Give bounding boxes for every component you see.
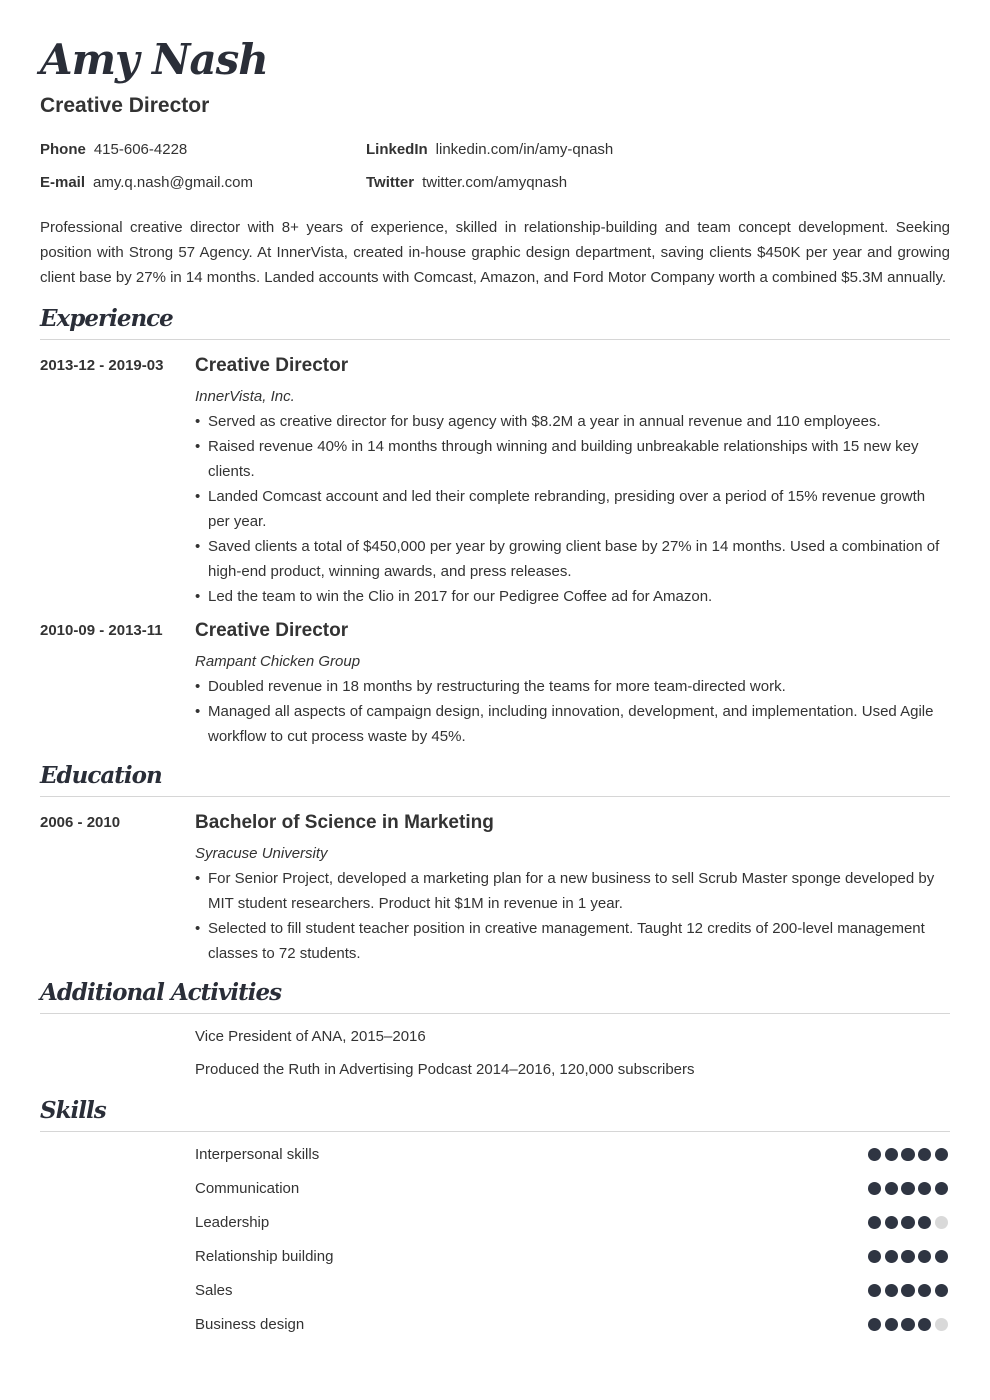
rating-dot-filled: [901, 1216, 914, 1229]
company-name: InnerVista, Inc.: [195, 388, 295, 405]
rating-dot-filled: [885, 1182, 898, 1195]
rating-dot-filled: [918, 1182, 931, 1195]
rating-dot-filled: [885, 1284, 898, 1297]
rating-dot-filled: [901, 1148, 914, 1161]
list-item: • Raised revenue 40% in 14 months through winning and building unbreakable relationships with 15 new key clients.: [195, 438, 919, 480]
rating-dot-filled: [868, 1250, 881, 1263]
activity-item: Vice President of ANA, 2015–2016: [195, 1028, 426, 1045]
education-entry: [195, 811, 950, 966]
job-bullets: [195, 674, 950, 749]
job-entry: [195, 619, 950, 749]
education-bullets: [195, 866, 950, 966]
section-title-experience: Experience: [40, 305, 173, 332]
contact-twitter: [366, 174, 567, 191]
activity-item: Produced the Ruth in Advertising Podcast 2014–2016, 120,000 subscribers: [195, 1061, 695, 1078]
candidate-name: Amy Nash: [40, 35, 268, 84]
skill-rating: [868, 1216, 950, 1230]
job-title: Creative Director: [195, 620, 349, 641]
section-divider: [40, 1013, 950, 1014]
rating-dot-filled: [868, 1318, 881, 1331]
section-divider: [40, 1131, 950, 1132]
school-name: Syracuse University: [195, 845, 328, 862]
list-item: • Managed all aspects of campaign design, including innovation, development, and implementation. Used Agile workflow to cut process waste by 45%.: [195, 703, 934, 745]
skill-name: Sales: [195, 1282, 233, 1299]
rating-dot-filled: [885, 1318, 898, 1331]
skill-name: Business design: [195, 1316, 305, 1333]
contact-label: Phone: [40, 141, 86, 158]
skill-name: Communication: [195, 1180, 300, 1197]
job-bullets: [195, 409, 950, 609]
job-dates: 2010-09 - 2013-11: [40, 622, 163, 639]
skill-rating: [868, 1182, 950, 1196]
rating-dot-filled: [868, 1216, 881, 1229]
contact-label: Twitter: [366, 174, 415, 191]
contact-label: LinkedIn: [366, 141, 428, 158]
section-divider: [40, 796, 950, 797]
contact-value: amy.q.nash@gmail.com: [93, 174, 254, 191]
list-item: • Doubled revenue in 18 months by restructuring the teams for more team-directed work.: [195, 678, 786, 695]
skill-name: Leadership: [195, 1214, 270, 1231]
rating-dot-filled: [935, 1148, 948, 1161]
skill-rating: [868, 1318, 950, 1332]
rating-dot-filled: [935, 1250, 948, 1263]
list-item: • Saved clients a total of $450,000 per year by growing client base by 27% in 14 months. Used a combination of high-end product, winning awards, and press releases.: [195, 538, 940, 580]
skill-rating: [868, 1148, 950, 1162]
rating-dot-filled: [868, 1148, 881, 1161]
rating-dot-filled: [918, 1216, 931, 1229]
rating-dot-filled: [901, 1250, 914, 1263]
contact-value: linkedin.com/in/amy-qnash: [435, 141, 614, 158]
rating-dot-filled: [918, 1148, 931, 1161]
candidate-title: Creative Director: [40, 94, 210, 117]
skill-name: Interpersonal skills: [195, 1146, 320, 1163]
skill-name: Relationship building: [195, 1248, 334, 1265]
job-dates: 2013-12 - 2019-03: [40, 357, 164, 374]
education-dates: 2006 - 2010: [40, 814, 121, 831]
section-title-skills: Skills: [40, 1097, 106, 1124]
list-item: • For Senior Project, developed a marketing plan for a new business to sell Scrub Master sponge developed by MIT student researchers. Product hit $1M in revenue in 1 year.: [195, 870, 935, 912]
contact-email: [40, 174, 253, 191]
rating-dot-filled: [885, 1148, 898, 1161]
professional-summary: Professional creative director with 8+ years of experience, skilled in relationship-building and team concept development. Seeking position with Strong 57 Agency. At InnerVista, created in-house graphic design department, saving clients $450K per year and growing client base by 27% in 14 months. Landed accounts with Comcast, Amazon, and Ford Motor Company worth a combined $5.3M annually.: [40, 219, 950, 286]
section-title-activities: Additional Activities: [40, 979, 282, 1006]
rating-dot-filled: [868, 1182, 881, 1195]
list-item: • Led the team to win the Clio in 2017 for our Pedigree Coffee ad for Amazon.: [195, 588, 713, 605]
rating-dot-filled: [885, 1216, 898, 1229]
list-item: • Served as creative director for busy agency with $8.2M a year in annual revenue and 110 employees.: [195, 413, 881, 430]
rating-dot-filled: [935, 1182, 948, 1195]
list-item: • Landed Comcast account and led their complete rebranding, presiding over a period of 15% revenue growth per year.: [195, 488, 926, 530]
rating-dot-empty: [935, 1318, 948, 1331]
skill-rating: [868, 1250, 950, 1264]
skill-rating: [868, 1284, 950, 1298]
section-divider: [40, 339, 950, 340]
rating-dot-empty: [935, 1216, 948, 1229]
rating-dot-filled: [901, 1318, 914, 1331]
job-title: Creative Director: [195, 355, 349, 376]
list-item: • Selected to fill student teacher position in creative management. Taught 12 credits of 200-level management classes to 72 students.: [195, 920, 925, 962]
rating-dot-filled: [901, 1284, 914, 1297]
rating-dot-filled: [885, 1250, 898, 1263]
contact-value: twitter.com/amyqnash: [422, 174, 568, 191]
section-title-education: Education: [40, 762, 162, 789]
rating-dot-filled: [901, 1182, 914, 1195]
rating-dot-filled: [918, 1318, 931, 1331]
contact-linkedin: [366, 141, 613, 158]
rating-dot-filled: [935, 1284, 948, 1297]
rating-dot-filled: [868, 1284, 881, 1297]
contact-phone: [40, 141, 187, 158]
degree-title: Bachelor of Science in Marketing: [195, 812, 494, 833]
job-entry: [195, 354, 950, 609]
rating-dot-filled: [918, 1250, 931, 1263]
company-name: Rampant Chicken Group: [195, 653, 361, 670]
contact-value: 415-606-4228: [93, 141, 188, 158]
rating-dot-filled: [918, 1284, 931, 1297]
contact-label: E-mail: [40, 174, 86, 191]
